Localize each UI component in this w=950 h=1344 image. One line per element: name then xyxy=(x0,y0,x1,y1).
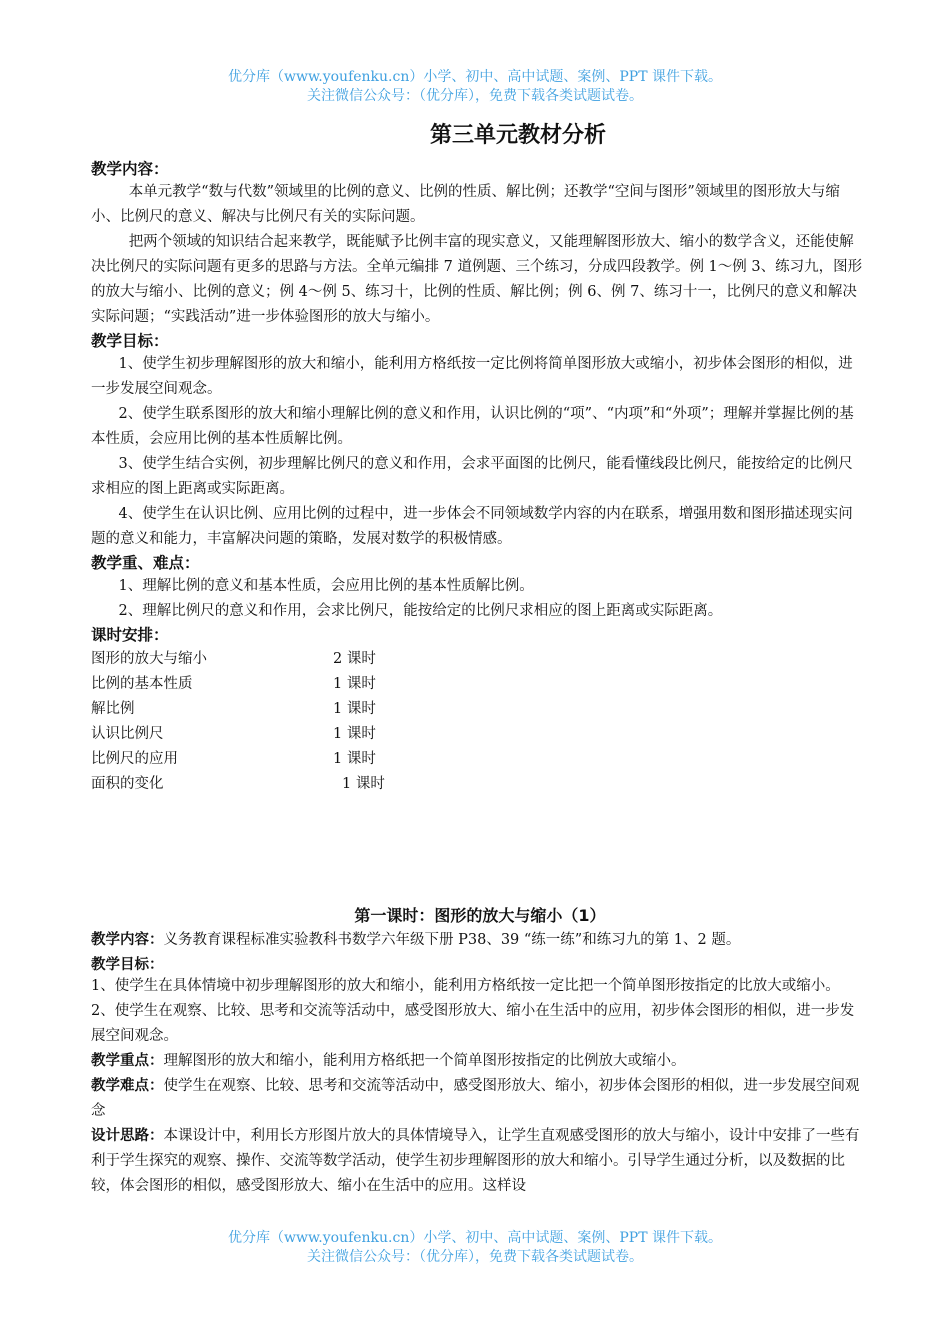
schedule-row xyxy=(91,672,866,697)
lesson-content xyxy=(91,928,866,953)
lesson-design xyxy=(91,1124,866,1199)
unit-analysis xyxy=(91,158,866,797)
schedule-heading: 课时安排： xyxy=(91,626,169,644)
schedule-list xyxy=(91,647,866,797)
key-heading: 教学重、难点： xyxy=(91,554,200,572)
schedule-hours: 2 课时 xyxy=(333,651,376,667)
lesson-title: 第一课时：图形的放大与缩小（1） xyxy=(354,906,606,925)
content-heading: 教学内容： xyxy=(91,160,169,178)
schedule-topic: 解比例 xyxy=(91,701,135,717)
lesson-goals-label: 教学目标： xyxy=(91,957,164,973)
schedule-topic: 比例的基本性质 xyxy=(91,676,193,692)
schedule-row xyxy=(91,772,866,797)
lesson-key xyxy=(91,1049,866,1074)
schedule-hours: 1 课时 xyxy=(333,751,376,767)
goals-heading: 教学目标： xyxy=(91,332,169,350)
lesson-goal-2: 2、使学生在观察、比较、思考和交流等活动中，感受图形放大、缩小在生活中的应用，初步体会图形的相似，进一步发展空间观念。 xyxy=(91,1003,855,1044)
watermark-footer-line-1: 优分库（www.youfenku.cn）小学、初中、高中试题、案例、PPT 课件下载。 xyxy=(227,1230,722,1246)
content-paragraph-2: 把两个领域的知识结合起来教学，既能赋予比例丰富的现实意义，又能理解图形放大、缩小的数学含义，还能使解决比例尺的实际问题有更多的思路与方法。全单元编排 7 道例题、三个练习，分成四段教学。例 1～例 3、练习九，图形的放大与缩小、比例的意义；例 4～例 5、练习十，比例的性质、解比例；例 6、例 7、练习十一，比例尺的意义和解决实际问题；“实践活动”进一步体验图形的放大与缩小。 xyxy=(91,234,863,325)
content-paragraph-1: 本单元教学“数与代数”领域里的比例的意义、比例的性质、解比例；还教学“空间与图形”领域里的图形放大与缩小、比例尺的意义、解决与比例尺有关的实际问题。 xyxy=(91,184,840,225)
lesson-design-text: 本课设计中，利用长方形图片放大的具体情境导入，让学生直观感受图形的放大与缩小，设计中安排了一些有利于学生探究的观察、操作、交流等数学活动，使学生初步理解图形的放大和缩小。引导学生通过分析，以及数据的比较，体会图形的相似，感受图形放大、缩小在生活中的应用。这样设 xyxy=(91,1128,860,1194)
schedule-hours: 1 课时 xyxy=(342,776,385,792)
goal-item: 3、使学生结合实例，初步理解比例尺的意义和作用，会求平面图的比例尺，能看懂线段比例尺，能按给定的比例尺求相应的图上距离或实际距离。 xyxy=(91,456,853,497)
schedule-row xyxy=(91,697,866,722)
schedule-hours: 1 课时 xyxy=(333,726,376,742)
watermark-footer-line-2: 关注微信公众号：（优分库），免费下载各类试题试卷。 xyxy=(307,1249,643,1265)
lesson-difficulty-text: 使学生在观察、比较、思考和交流等活动中，感受图形放大、缩小，初步体会图形的相似，进一步发展空间观念 xyxy=(91,1078,860,1119)
schedule-topic: 图形的放大与缩小 xyxy=(91,651,207,667)
schedule-row xyxy=(91,722,866,747)
schedule-topic: 认识比例尺 xyxy=(91,726,164,742)
lesson-difficulty xyxy=(91,1074,866,1124)
lesson-content-text: 义务教育课程标准实验教科书数学六年级下册 P38、39 “练一练”和练习九的第 1、2 题。 xyxy=(163,932,741,948)
lesson-goal-1: 1、使学生在具体情境中初步理解图形的放大和缩小，能利用方格纸按一定比把一个简单图形按指定的比放大或缩小。 xyxy=(91,978,840,994)
goal-item: 1、使学生初步理解图形的放大和缩小，能利用方格纸按一定比例将简单图形放大或缩小，初步体会图形的相似，进一步发展空间观念。 xyxy=(91,356,853,397)
schedule-row xyxy=(91,647,866,672)
page-title: 第三单元教材分析 xyxy=(429,123,606,148)
schedule-row xyxy=(91,747,866,772)
lesson-content-label: 教学内容： xyxy=(91,932,164,948)
schedule-hours: 1 课时 xyxy=(333,676,376,692)
lesson-difficulty-label: 教学难点： xyxy=(91,1078,164,1094)
goal-item: 4、使学生在认识比例、应用比例的过程中，进一步体会不同领域数学内容的内在联系，增强用数和图形描述现实问题的意义和能力，丰富解决问题的策略，发展对数学的积极情感。 xyxy=(91,506,853,547)
key-item: 1、理解比例的意义和基本性质，会应用比例的基本性质解比例。 xyxy=(118,578,534,594)
lesson-key-text: 理解图形的放大和缩小，能利用方格纸把一个简单图形按指定的比例放大或缩小。 xyxy=(163,1053,686,1069)
lesson-plan xyxy=(91,928,866,1199)
schedule-topic: 面积的变化 xyxy=(91,776,164,792)
goal-item: 2、使学生联系图形的放大和缩小理解比例的意义和作用，认识比例的“项”、“内项”和“外项”；理解并掌握比例的基本性质，会应用比例的基本性质解比例。 xyxy=(91,406,854,447)
lesson-design-label: 设计思路： xyxy=(91,1128,164,1144)
schedule-hours: 1 课时 xyxy=(333,701,376,717)
key-item: 2、理解比例尺的意义和作用，会求比例尺，能按给定的比例尺求相应的图上距离或实际距离。 xyxy=(118,603,723,619)
watermark-line-1: 优分库（www.youfenku.cn）小学、初中、高中试题、案例、PPT 课件下载。 xyxy=(227,69,722,85)
watermark-line-2: 关注微信公众号：（优分库），免费下载各类试题试卷。 xyxy=(307,88,643,104)
lesson-key-label: 教学重点： xyxy=(91,1053,164,1069)
schedule-topic: 比例尺的应用 xyxy=(91,751,178,767)
